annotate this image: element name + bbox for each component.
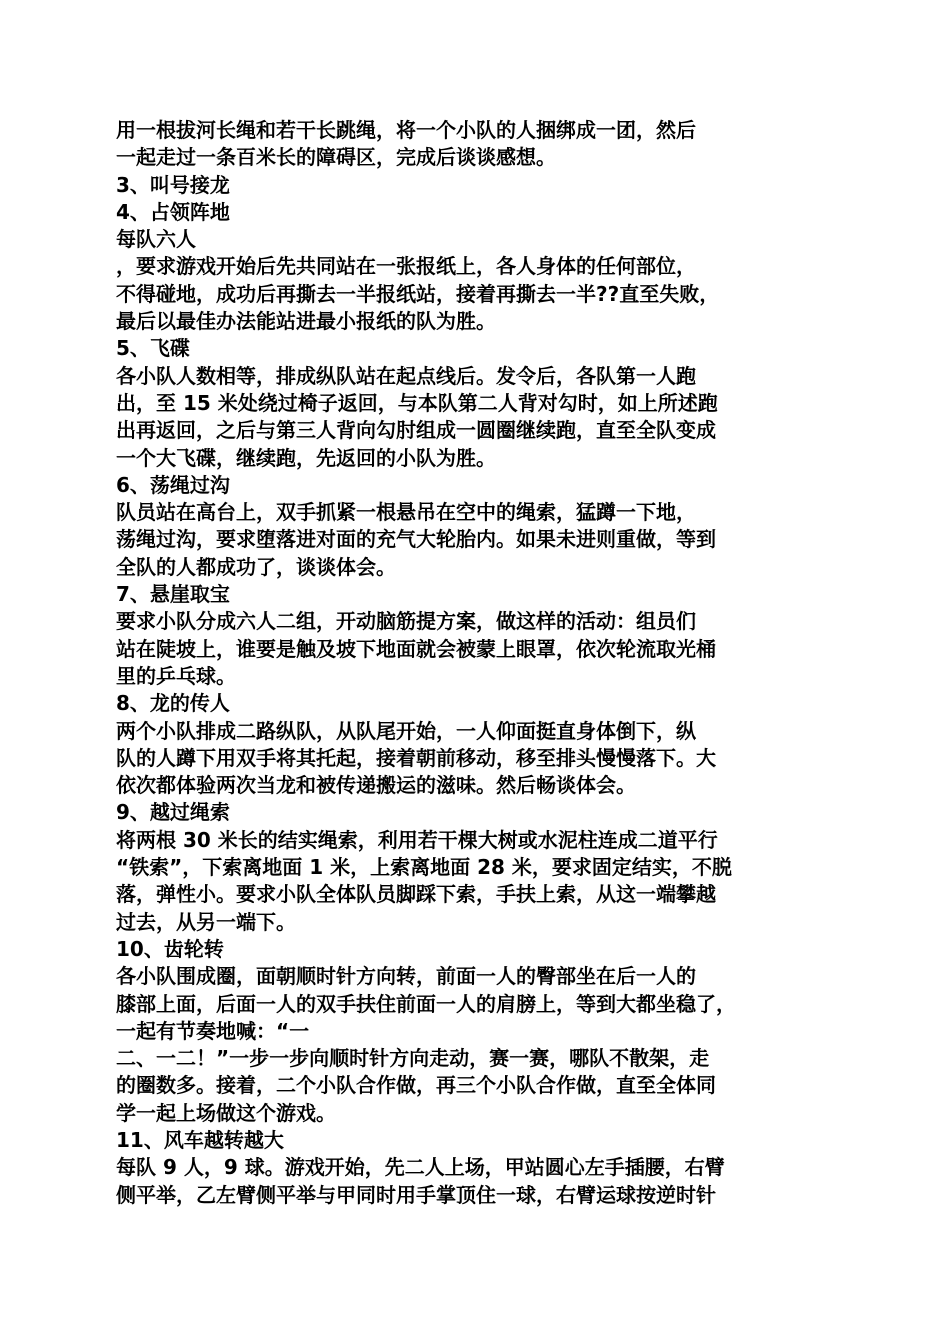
- text-line: 将两根 30 米长的结实绳索，利用若干棵大树或水泥柱连成二道平行: [116, 827, 718, 852]
- text-line: 落，弹性小。要求小队全体队员脚踩下索，手扶上索，从这一端攀越: [116, 882, 716, 907]
- section-heading: 7、悬崖取宝: [116, 582, 230, 607]
- text-line: 全队的人都成功了，谈谈体会。: [116, 554, 396, 579]
- text-line: 依次都体验两次当龙和被传递搬运的滋味。然后畅谈体会。: [116, 773, 636, 798]
- text-line: 出再返回，之后与第三人背向勾肘组成一圆圈继续跑，直至全队变成: [116, 418, 716, 443]
- text-line: 各小队围成圈，面朝顺时针方向转，前面一人的臀部坐在后一人的: [116, 964, 696, 989]
- text-line: 里的乒乓球。: [116, 663, 236, 688]
- text-line: 要求小队分成六人二组，开动脑筋提方案，做这样的活动：组员们: [116, 609, 696, 634]
- text-line: “铁索”，下索离地面 1 米，上索离地面 28 米，要求固定结实，不脱: [116, 855, 732, 880]
- section-heading: 6、荡绳过沟: [116, 472, 230, 497]
- text-line: 一个大飞碟，继续跑，先返回的小队为胜。: [116, 445, 496, 470]
- text-line: 的圈数多。接着，二个小队合作做，再三个小队合作做，直至全体同: [116, 1073, 716, 1098]
- section-heading: 8、龙的传人: [116, 691, 230, 716]
- section-heading: 4、占领阵地: [116, 199, 230, 224]
- text-line: 每队 9 人，9 球。游戏开始，先二人上场，甲站圆心左手插腰，右臂: [116, 1155, 725, 1180]
- text-line: 用一根拔河长绳和若干长跳绳，将一个小队的人捆绑成一团，然后: [116, 118, 696, 142]
- text-line: 各小队人数相等，排成纵队站在起点线后。发令后，各队第一人跑: [116, 363, 696, 388]
- text-line: 一起有节奏地喊：“一: [116, 1018, 310, 1043]
- text-line: 出，至 15 米处绕过椅子返回，与本队第二人背对勾时，如上所述跑: [116, 390, 718, 415]
- text-line: 站在陡坡上，谁要是触及坡下地面就会被蒙上眼罩，依次轮流取光桶: [116, 636, 716, 661]
- text-line: 二、一二！”一步一步向顺时针方向走动，赛一赛，哪队不散架，走: [116, 1046, 710, 1071]
- text-line: 侧平举，乙左臂侧平举与甲同时用手掌顶住一球，右臂运球按逆时针: [116, 1182, 716, 1207]
- text-line: 膝部上面，后面一人的双手扶住前面一人的肩膀上，等到大都坐稳了，: [116, 991, 736, 1016]
- text-line: 过去，从另一端下。: [116, 909, 296, 934]
- text-line: 每队六人: [116, 227, 196, 252]
- section-heading: 10、齿轮转: [116, 936, 224, 961]
- section-heading: 5、飞碟: [116, 336, 190, 361]
- text-line: 荡绳过沟，要求堕落进对面的充气大轮胎内。如果未进则重做，等到: [116, 527, 716, 552]
- section-heading: 11、风车越转越大: [116, 1127, 284, 1152]
- text-line: 一起走过一条百米长的障碍区，完成后谈谈感想。: [116, 145, 556, 170]
- text-line: 不得碰地，成功后再撕去一半报纸站，接着再撕去一半??直至失败，: [116, 281, 720, 306]
- text-line: ，要求游戏开始后先共同站在一张报纸上，各人身体的任何部位，: [116, 254, 696, 279]
- document-body: [116, 117, 846, 1209]
- section-heading: 3、叫号接龙: [116, 172, 230, 197]
- text-line: 队员站在高台上，双手抓紧一根悬吊在空中的绳索，猛蹲一下地，: [116, 500, 696, 525]
- text-line: 最后以最佳办法能站进最小报纸的队为胜。: [116, 309, 496, 334]
- text-line: 队的人蹲下用双手将其托起，接着朝前移动，移至排头慢慢落下。大: [116, 745, 716, 770]
- text-line: 两个小队排成二路纵队，从队尾开始，一人仰面挺直身体倒下，纵: [116, 718, 696, 743]
- text-line: 学一起上场做这个游戏。: [116, 1100, 336, 1125]
- section-heading: 9、越过绳索: [116, 800, 230, 825]
